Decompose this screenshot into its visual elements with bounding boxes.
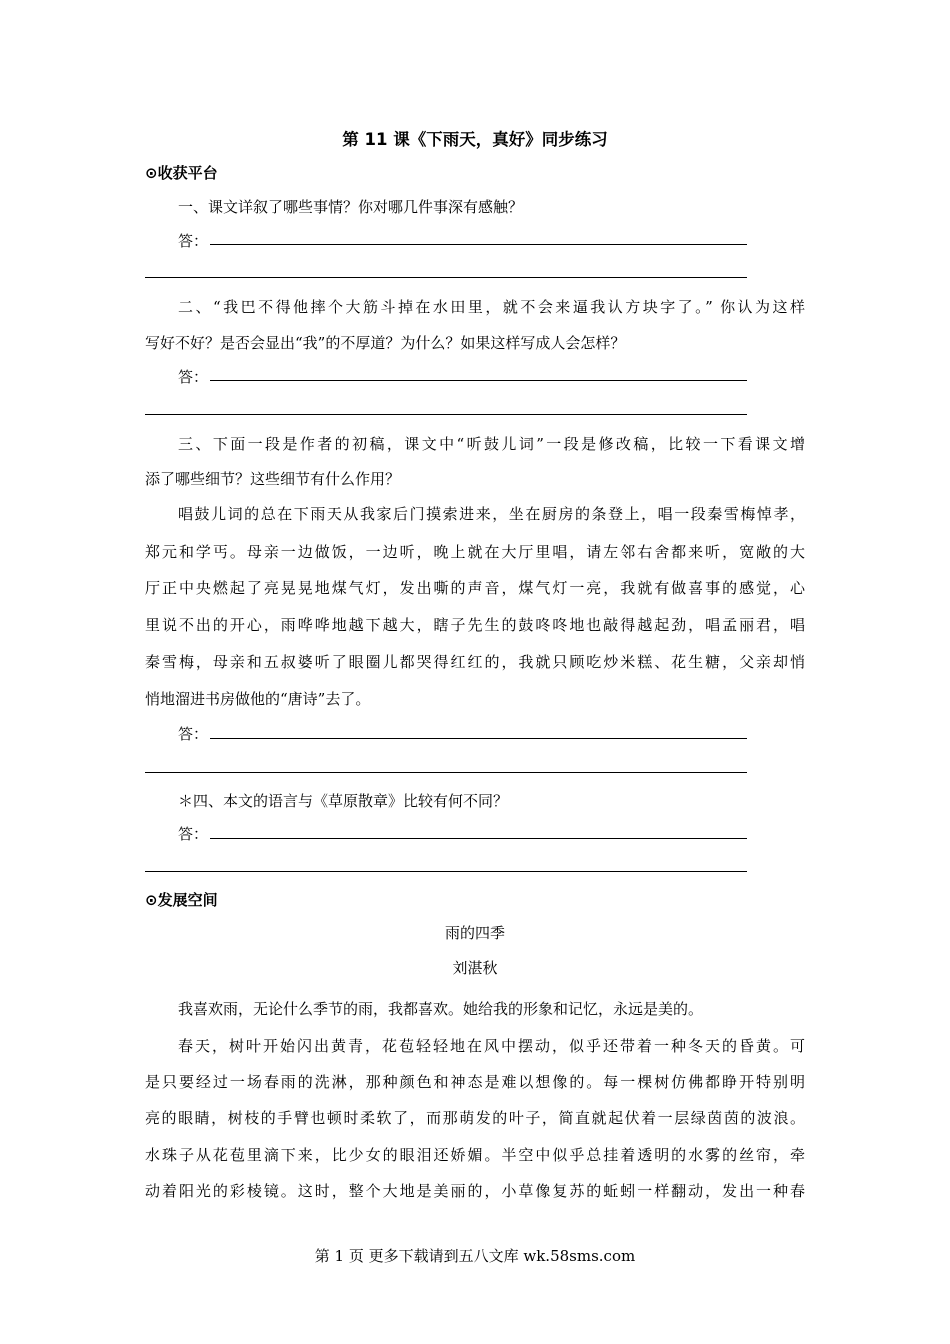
passage-line: 唱鼓儿词的总在下雨天从我家后门摸索进来，坐在厨房的条登上，唱一段秦雪梅悼孝， [178,505,805,523]
question-2-line-2: 写好不好？是否会显出“我”的不厚道？为什么？如果这样写成人会怎样？ [145,334,626,352]
article-paragraph-line: 亮的眼睛，树枝的手臂也顿时柔软了，而那萌发的叶子，简直就起伏着一层绿茵茵的波浪。 [145,1109,805,1127]
article-title: 雨的四季 [444,924,505,942]
article-paragraph-line: 动着阳光的彩棱镜。这时，整个大地是美丽的，小草像复苏的蚯蚓一样翻动，发出一种春 [145,1182,805,1200]
question-4: ＊四、本文的语言与《草原散章》比较有何不同？ [178,792,509,810]
answer-label-1: 答： [178,232,209,250]
answer-label-2: 答： [178,368,209,386]
answer-line [145,871,747,872]
question-2-line-1: 二、“我巴不得他摔个大筋斗掉在水田里，就不会来逼我认方块字了。” 你认为这样 [178,298,805,316]
passage-line: 郑元和学丐。母亲一边做饭，一边听，晚上就在大厅里唱，请左邻右舍都来听，宽敞的大 [145,543,805,561]
answer-line [145,414,747,415]
answer-line [210,738,747,739]
article-author: 刘湛秋 [452,959,498,977]
page-footer: 第 1 页 更多下载请到五八文库 wk.58sms.com [314,1247,636,1265]
question-3-line-2: 添了哪些细节？这些细节有什么作用？ [145,470,401,488]
passage-line: 里说不出的开心，雨哗哗地越下越大，瞎子先生的鼓咚咚地也敲得越起劲，唱孟丽君，唱 [145,616,805,634]
answer-line [145,277,747,278]
page-title: 第 11 课《下雨天，真好》同步练习 [342,130,608,149]
answer-line [210,838,747,839]
article-paragraph: 我喜欢雨，无论什么季节的雨，我都喜欢。她给我的形象和记忆，永远是美的。 [178,1000,704,1018]
passage-line: 秦雪梅，母亲和五叔婆听了眼圈儿都哭得红红的，我就只顾吃炒米糕、花生糖，父亲却悄 [145,653,805,671]
answer-label-3: 答： [178,725,209,743]
question-3-line-1: 三、下面一段是作者的初稿，课文中“听鼓儿词”一段是修改稿，比较一下看课文增 [178,435,805,453]
passage-line: 厅正中央燃起了亮晃晃地煤气灯，发出嘶的声音，煤气灯一亮，我就有做喜事的感觉，心 [145,579,805,597]
section-heading-development: ⊙发展空间 [145,891,218,909]
question-1: 一、课文详叙了哪些事情？你对哪几件事深有感触？ [178,198,524,216]
answer-label-4: 答： [178,825,209,843]
answer-line [210,380,747,381]
article-paragraph-line: 水珠子从花苞里滴下来，比少女的眼泪还娇媚。半空中似乎总挂着透明的水雾的丝帘，牵 [145,1146,805,1164]
passage-line: 悄地溜进书房做他的“唐诗”去了。 [145,690,371,708]
article-paragraph-line: 春天，树叶开始闪出黄青，花苞轻轻地在风中摆动，似乎还带着一种冬天的昏黄。可 [178,1037,805,1055]
answer-line [145,772,747,773]
section-heading-harvest: ⊙收获平台 [145,164,218,182]
article-paragraph-line: 是只要经过一场春雨的洗淋，那种颜色和神态是难以想像的。每一棵树仿佛都睁开特别明 [145,1073,805,1091]
answer-line [210,244,747,245]
